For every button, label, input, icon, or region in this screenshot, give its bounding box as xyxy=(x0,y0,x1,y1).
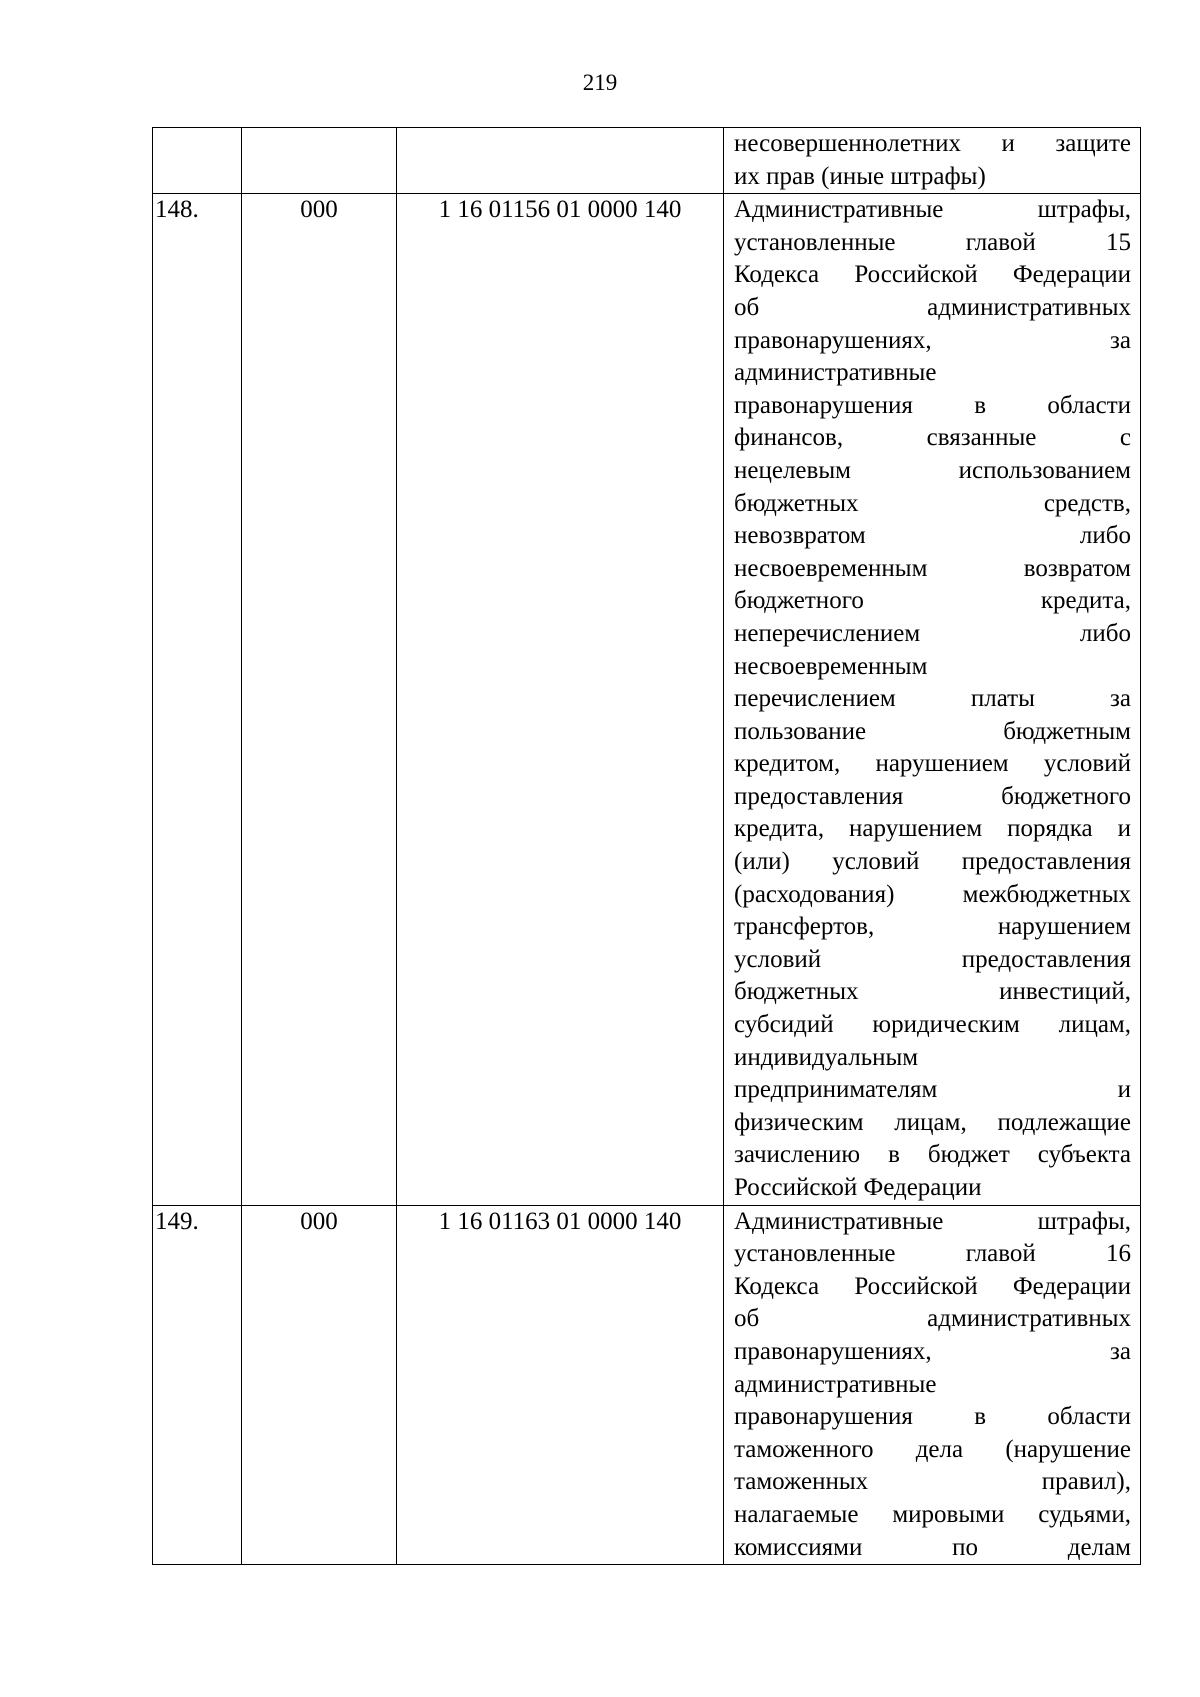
description-line: комиссиями по делам xyxy=(734,1533,1131,1561)
description-line: предоставления бюджетного xyxy=(734,782,1131,810)
description-line: установленные главой 16 xyxy=(734,1240,1131,1268)
description-line: невозвратом либо xyxy=(734,522,1131,550)
description-line: трансфертов, нарушением xyxy=(734,913,1131,941)
description-line: кредитом, нарушением условий xyxy=(734,750,1131,778)
description-cell xyxy=(724,194,1141,1205)
description-line: их прав (иные штрафы) xyxy=(734,162,986,190)
description-line: правонарушениях, за xyxy=(734,1337,1131,1365)
description-line: физическим лицам, подлежащие xyxy=(734,1108,1131,1136)
description-line: перечислением платы за xyxy=(734,685,1131,713)
description-line: неперечислением либо xyxy=(734,619,1131,647)
description-line: установленные главой 15 xyxy=(734,228,1131,256)
description-line: (или) условий предоставления xyxy=(734,848,1131,876)
description-line: несвоевременным возвратом xyxy=(734,554,1131,582)
admin-code-cell xyxy=(242,128,397,194)
description-line: Кодекса Российской Федерации xyxy=(734,261,1131,289)
table-row xyxy=(153,1205,1141,1565)
budget-code-cell xyxy=(397,128,724,194)
description-line: нецелевым использованием xyxy=(734,456,1131,484)
description-line: таможенного дела (нарушение xyxy=(734,1435,1131,1463)
description-line: административные xyxy=(734,359,937,387)
budget-code-cell: 1 16 01156 01 0000 140 xyxy=(397,194,724,1205)
description-line: субсидий юридическим лицам, xyxy=(734,1011,1131,1039)
row-number-cell: 148. xyxy=(153,194,242,1205)
table-row xyxy=(153,194,1141,1205)
description-line: налагаемые мировыми судьями, xyxy=(734,1500,1131,1528)
admin-code-cell: 000 xyxy=(242,194,397,1205)
description-line: Административные штрафы, xyxy=(734,196,1131,224)
row-number-cell: 149. xyxy=(153,1205,242,1565)
description-line: Российской Федерации xyxy=(734,1174,982,1201)
description-line: (расходования) межбюджетных xyxy=(734,880,1131,908)
description-line: зачислению в бюджет субъекта xyxy=(734,1141,1131,1169)
description-line: об административных xyxy=(734,293,1131,321)
budget-code-cell: 1 16 01163 01 0000 140 xyxy=(397,1205,724,1565)
table-body xyxy=(153,128,1141,1565)
description-line: правонарушения в области xyxy=(734,391,1131,419)
page-number: 219 xyxy=(582,70,618,95)
description-line: Кодекса Российской Федерации xyxy=(734,1272,1131,1300)
description-line: правонарушения в области xyxy=(734,1403,1131,1431)
description-line: кредита, нарушением порядка и xyxy=(734,815,1131,843)
row-number-cell xyxy=(153,128,242,194)
description-cell xyxy=(724,1205,1141,1565)
budget-codes-table xyxy=(152,127,1141,1565)
description-line: бюджетного кредита, xyxy=(734,587,1131,615)
description-line: административные xyxy=(734,1370,937,1398)
description-line: бюджетных средств, xyxy=(734,489,1131,517)
table-row xyxy=(153,128,1141,194)
description-line: пользование бюджетным xyxy=(734,717,1131,745)
description-line: несовершеннолетних и защите xyxy=(734,130,1131,157)
description-line: таможенных правил), xyxy=(734,1468,1131,1496)
description-line: индивидуальным xyxy=(734,1043,919,1071)
admin-code-cell: 000 xyxy=(242,1205,397,1565)
description-line: бюджетных инвестиций, xyxy=(734,978,1131,1006)
description-line: об административных xyxy=(734,1305,1131,1333)
description-line: предпринимателям и xyxy=(734,1076,1131,1104)
description-line: Административные штрафы, xyxy=(734,1207,1131,1235)
description-line: несвоевременным xyxy=(734,652,928,680)
description-line: правонарушениях, за xyxy=(734,326,1131,354)
description-line: финансов, связанные с xyxy=(734,424,1131,452)
description-line: условий предоставления xyxy=(734,945,1131,973)
description-cell xyxy=(724,128,1141,194)
